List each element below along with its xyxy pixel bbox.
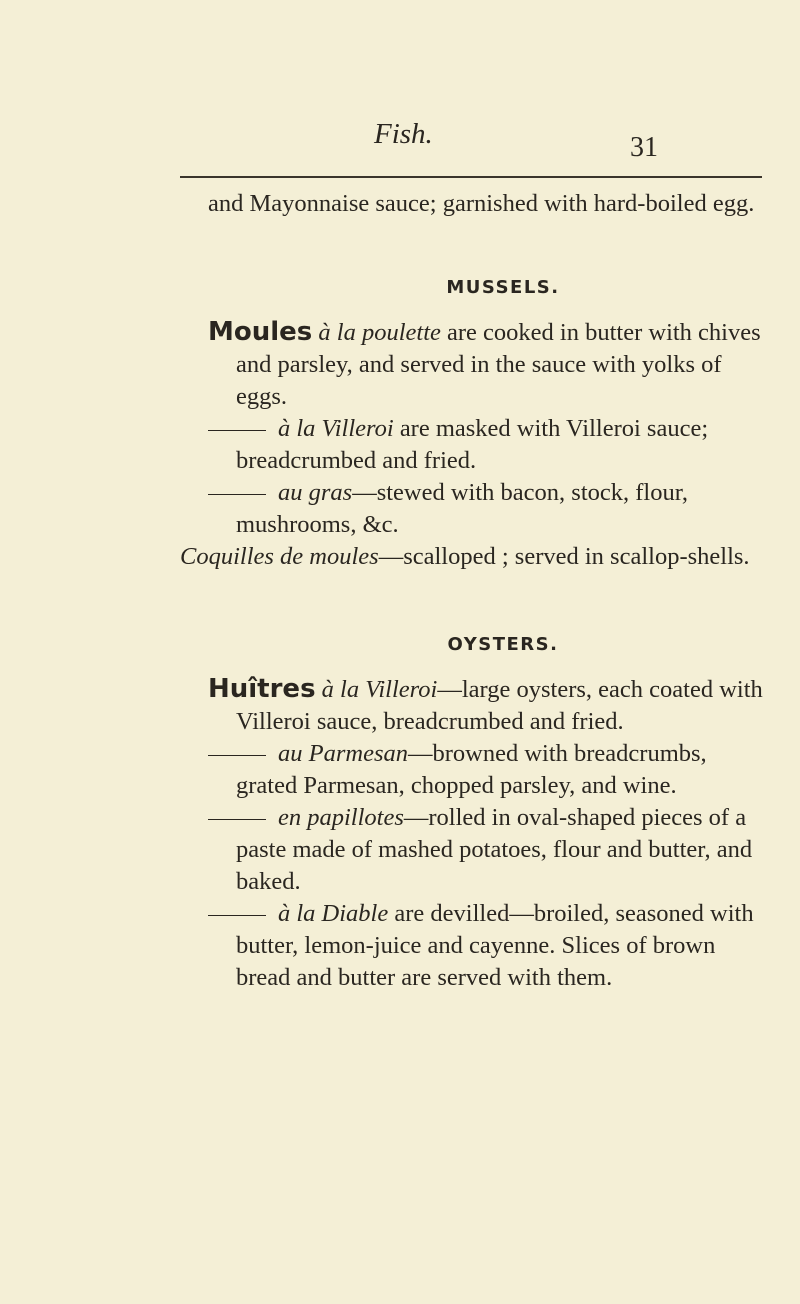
oysters-entry-3-name: en papillotes [278,804,404,831]
ditto-dash [208,430,266,431]
mussels-entry-2-text: are masked with Villeroi sauce; breadcrumbed and fried. [236,415,709,474]
page-number: 31 [630,132,658,163]
intro-paragraph: and Mayonnaise sauce; garnished with hard-boiled egg. [208,190,755,217]
ditto-dash [208,494,266,495]
ditto-dash [208,755,266,756]
mussels-entry-3-text: —stewed with bacon, stock, flour, mushrooms, &c. [236,479,689,538]
oysters-entry-3 [208,802,768,898]
mussels-entry-3-name: au gras [278,479,353,506]
oysters-entry-4 [208,898,768,994]
mussels-entry-3 [208,477,768,541]
oysters-entry-4-text: are devilled—broiled, seasoned with butter, lemon-juice and cayenne. Slices of brown bread and butter are served with them. [236,900,754,991]
oysters-entry-2-text: —browned with breadcrumbs, grated Parmesan, chopped parsley, and wine. [236,740,707,799]
coquilles-entry [180,541,768,573]
oysters-entry-1-name: à la Villeroi [321,676,438,703]
page-header [0,118,800,163]
mussels-heading: MUSSELS. [446,277,560,298]
ditto-dash [208,819,266,820]
ditto-dash [208,915,266,916]
oysters-entry-1 [208,673,768,738]
mussels-entry-1-name: à la poulette [318,319,441,346]
page-body [180,188,768,994]
oysters-entry-4-name: à la Diable [278,900,389,927]
mussels-lead: Moules [208,317,313,347]
oysters-entry-2 [208,738,768,802]
header-rule [180,176,762,178]
oysters-entry-1-text: —large oysters, each coated with Villeroi sauce, breadcrumbed and fried. [236,676,763,735]
running-title: Fish. [374,118,433,150]
oysters-entry-3-text: —rolled in oval-shaped pieces of a paste made of mashed potatoes, flour and butter, and baked. [236,804,753,895]
mussels-entry-2 [208,413,768,477]
oysters-entry-2-name: au Parmesan [278,740,408,767]
coquilles-name: Coquilles de moules [180,543,379,570]
mussels-entry-1 [208,316,768,413]
coquilles-text: —scalloped ; served in scallop-shells. [378,543,750,570]
mussels-entry-1-text: are cooked in butter with chives and parsley, and served in the sauce with yolks of eggs. [236,319,761,410]
oysters-lead: Huîtres [208,674,316,704]
mussels-entry-2-name: à la Villeroi [278,415,394,442]
oysters-heading: OYSTERS. [447,634,559,655]
